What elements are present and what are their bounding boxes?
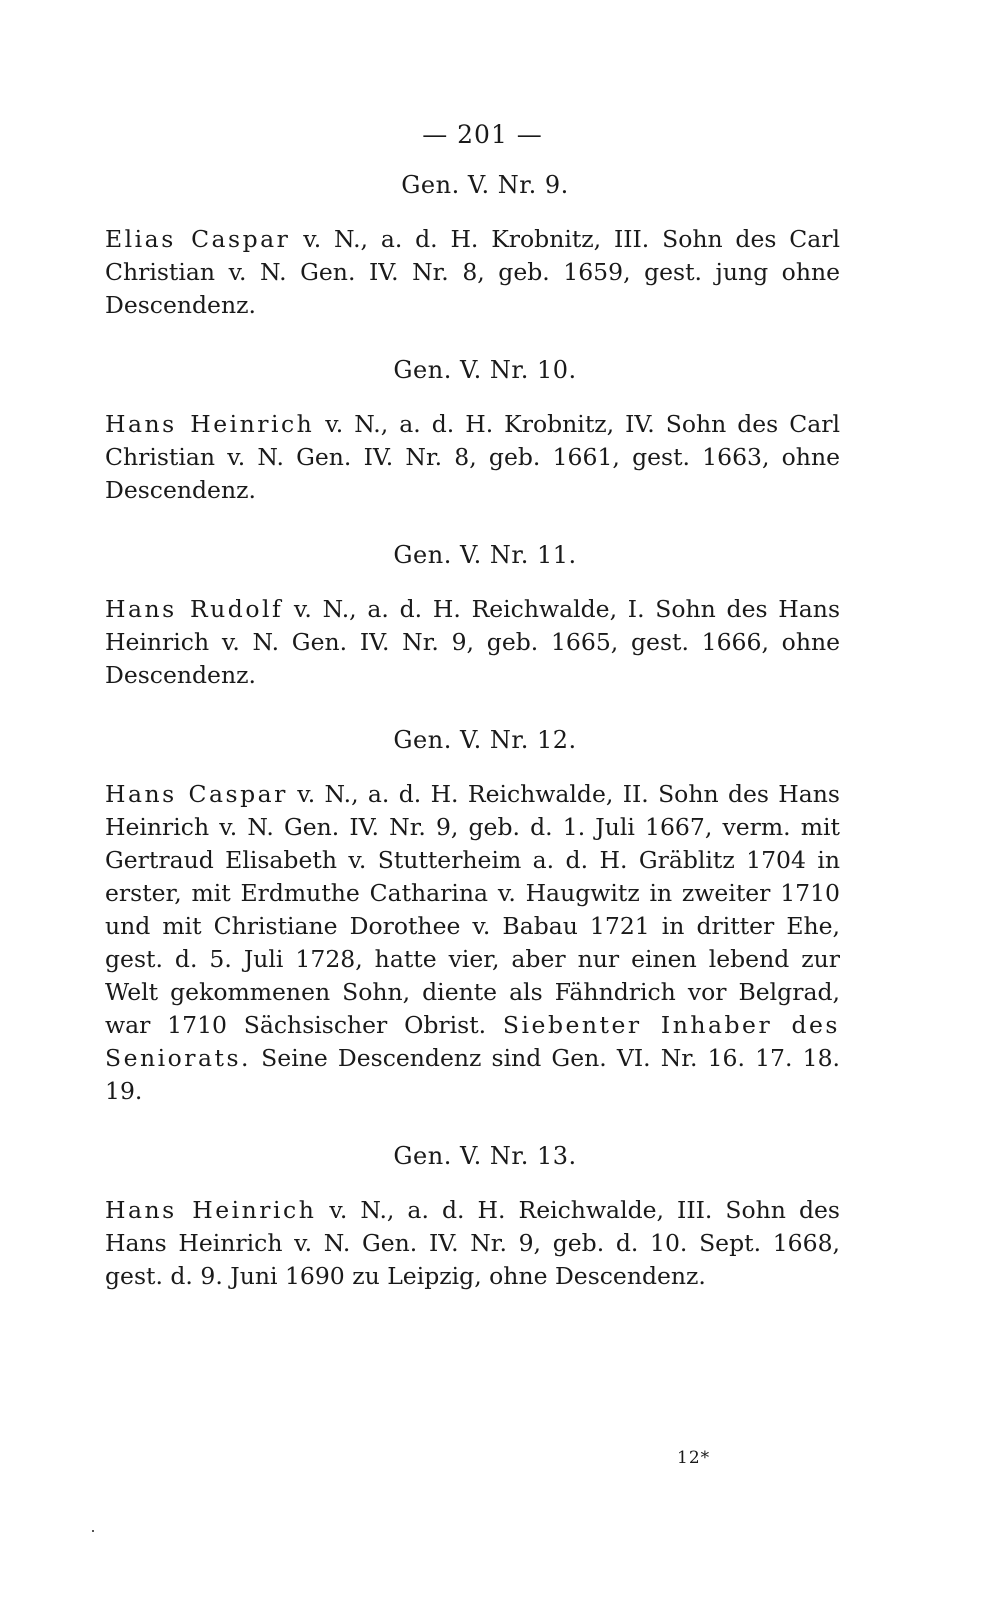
entry-description: v. N., a. d. H. Krobnitz, IV. Sohn des Carl Christian v. N. Gen. IV. Nr. 8, geb. 1661, gest. 1663, ohne Descendenz.	[105, 410, 840, 504]
entry-heading: Gen. V. Nr. 9.	[401, 171, 569, 199]
genealogy-entry	[105, 171, 840, 322]
scan-speck	[92, 1530, 94, 1532]
document-page	[105, 120, 840, 1293]
genealogy-entry	[105, 541, 840, 692]
genealogy-entry	[105, 1142, 840, 1293]
emphasized-text: Siebenter Inhaber des Seniorats.	[105, 1011, 840, 1072]
entry-description: v. N., a. d. H. Krobnitz, III. Sohn des Carl Christian v. N. Gen. IV. Nr. 8, geb. 1659, gest. jung ohne Descendenz.	[105, 225, 840, 319]
entry-description: v. N., a. d. H. Reichwalde, I. Sohn des Hans Heinrich v. N. Gen. IV. Nr. 9, geb. 1665, gest. 1666, ohne Descendenz.	[105, 595, 840, 689]
person-name: Hans Rudolf	[105, 595, 284, 623]
genealogy-entry	[105, 356, 840, 507]
entry-text	[105, 223, 840, 322]
entry-text	[105, 778, 840, 1108]
entry-description-continued: Seine Descendenz sind Gen. VI. Nr. 16. 17. 18. 19.	[105, 1044, 840, 1105]
person-name: Hans Caspar	[105, 780, 288, 808]
person-name: Hans Heinrich	[105, 1196, 317, 1224]
genealogy-entry	[105, 726, 840, 1108]
signature-mark: 12*	[677, 1448, 711, 1468]
entry-heading: Gen. V. Nr. 11.	[393, 541, 577, 569]
person-name: Elias Caspar	[105, 225, 291, 253]
entry-text	[105, 1194, 840, 1293]
person-name: Hans Heinrich	[105, 410, 315, 438]
entry-description: v. N., a. d. H. Reichwalde, II. Sohn des Hans Heinrich v. N. Gen. IV. Nr. 9, geb. d. 1. Juli 1667, verm. mit Gertraud Elisabeth v. Stutterheim a. d. H. Gräblitz 1704 in erster, mit Erdmuthe Catharina v. Haugwitz in zweiter 1710 und mit Christiane Dorothee v. Babau 1721 in dritter Ehe, gest. d. 5. Juli 1728, hatte vier, aber nur einen lebend zur Welt gekommenen Sohn, diente als Fähndrich vor Belgrad, war 1710 Sächsischer Obrist.	[105, 780, 840, 1039]
entry-text	[105, 408, 840, 507]
page-number: — 201 —	[422, 120, 543, 149]
entry-heading: Gen. V. Nr. 10.	[393, 356, 577, 384]
entry-heading: Gen. V. Nr. 13.	[393, 1142, 577, 1170]
entry-heading: Gen. V. Nr. 12.	[393, 726, 577, 754]
entry-text	[105, 593, 840, 692]
entry-description: v. N., a. d. H. Reichwalde, III. Sohn des Hans Heinrich v. N. Gen. IV. Nr. 9, geb. d. 10. Sept. 1668, gest. d. 9. Juni 1690 zu Leipzig, ohne Descendenz.	[105, 1196, 840, 1290]
